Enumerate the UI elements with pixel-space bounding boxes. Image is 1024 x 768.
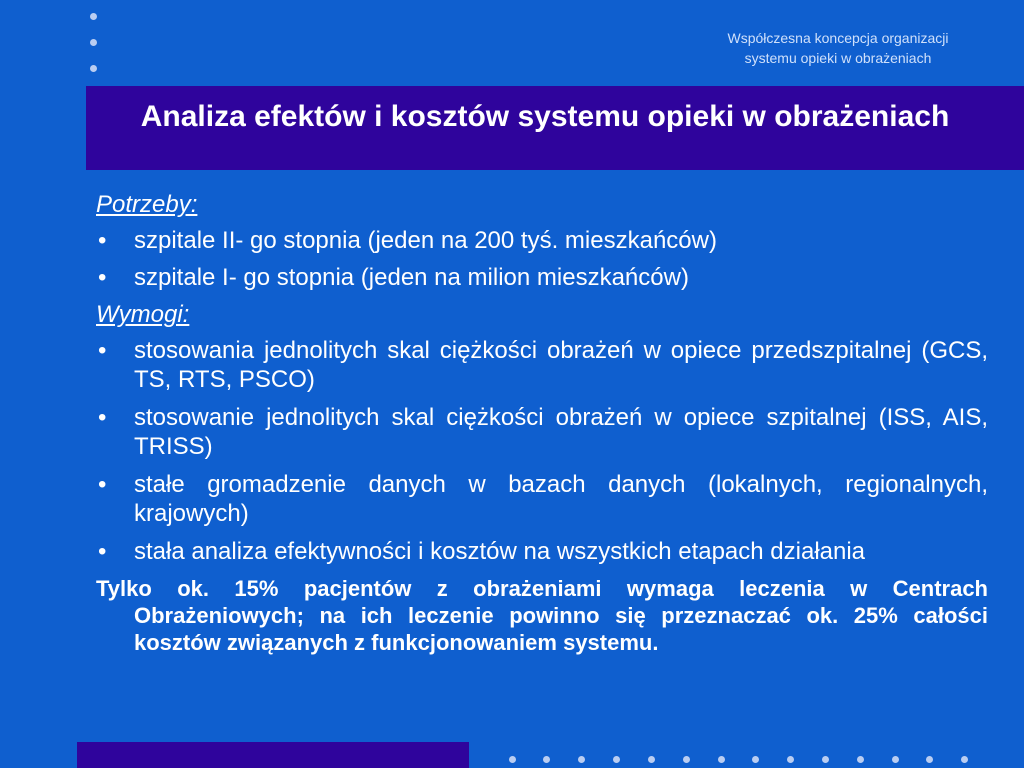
decorative-dot	[543, 756, 550, 763]
slide-title: Analiza efektów i kosztów systemu opieki w obrażeniach	[140, 100, 950, 133]
needs-list	[96, 226, 988, 292]
decorative-dot	[718, 756, 725, 763]
slide-header	[688, 28, 988, 68]
slide-body	[96, 190, 988, 656]
decorative-dot	[926, 756, 933, 763]
decorative-dot	[892, 756, 899, 763]
decorative-dot	[752, 756, 759, 763]
decorative-dot	[648, 756, 655, 763]
requirements-item: • stała analiza efektywności i kosztów na wszystkich etapach działania	[96, 537, 988, 566]
decorative-dot	[578, 756, 585, 763]
requirements-label: Wymogi:	[96, 301, 190, 328]
decorative-dot	[822, 756, 829, 763]
decorative-dot	[613, 756, 620, 763]
needs-label: Potrzeby:	[96, 191, 198, 218]
decorative-dot	[90, 13, 97, 20]
decorative-dot	[683, 756, 690, 763]
decorative-dot	[90, 65, 97, 72]
conclusion-text: Tylko ok. 15% pacjentów z obrażeniami wymaga leczenia w Centrach Obrażeniowych; na ich leczenie powinno się przeznaczać ok. 25% całości kosztów związanych z funkcjonowaniem systemu.	[96, 576, 988, 655]
decorative-dot	[787, 756, 794, 763]
needs-item: • szpitale I- go stopnia (jeden na milion mieszkańców)	[96, 263, 988, 292]
requirements-list	[96, 336, 988, 566]
header-line-2: systemu opieki w obrażeniach	[744, 50, 932, 66]
decorative-dot	[509, 756, 516, 763]
requirements-item: • stałe gromadzenie danych w bazach danych (lokalnych, regionalnych, krajowych)	[96, 470, 988, 528]
decorative-dot	[857, 756, 864, 763]
header-line-1: Współczesna koncepcja organizacji	[727, 30, 949, 46]
decorative-dot	[961, 756, 968, 763]
requirements-item: • stosowania jednolitych skal ciężkości obrażeń w opiece przedszpitalnej (GCS, TS, RTS, PSCO)	[96, 336, 988, 394]
decorative-dot	[90, 39, 97, 46]
footer-band	[77, 742, 469, 768]
requirements-item: • stosowanie jednolitych skal ciężkości obrażeń w opiece szpitalnej (ISS, AIS, TRISS)	[96, 403, 988, 461]
needs-item: • szpitale II- go stopnia (jeden na 200 tyś. mieszkańców)	[96, 226, 988, 255]
